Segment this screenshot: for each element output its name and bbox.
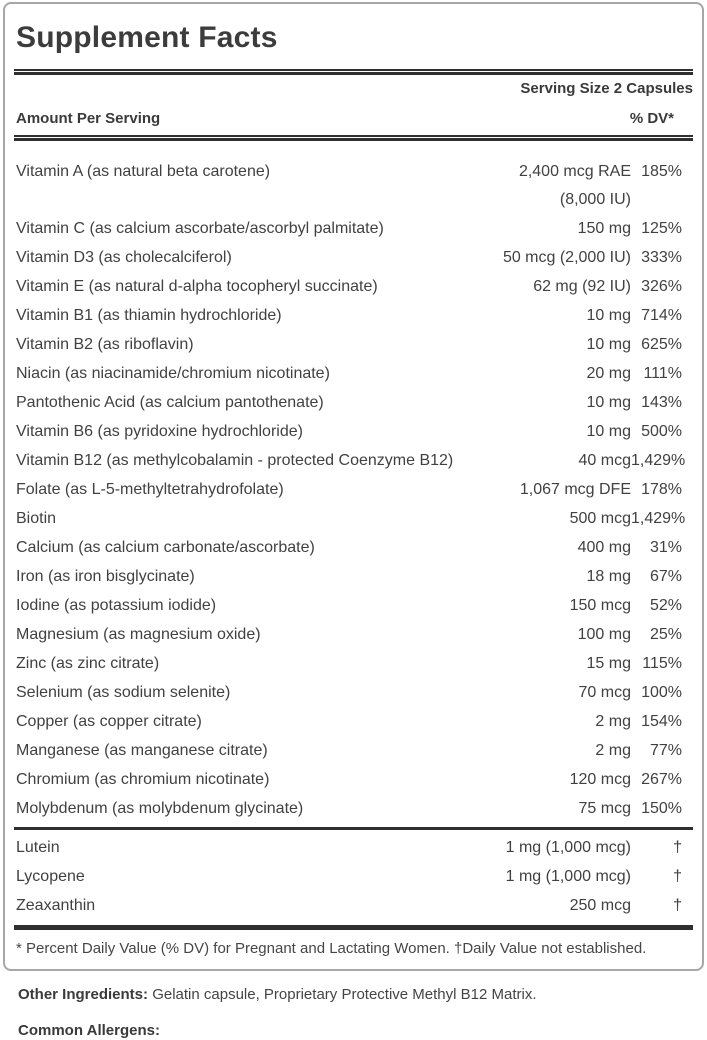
nutrient-dv: 77% — [649, 742, 682, 759]
nutrient-row — [14, 591, 693, 620]
amount-line: 75 mcg — [578, 800, 631, 817]
nutrient-amount — [587, 566, 631, 587]
nutrient-amount — [587, 334, 631, 355]
nutrient-amount — [519, 161, 631, 210]
amount-line: 2 mg — [595, 713, 631, 730]
nutrient-dv: 1,429% — [631, 452, 686, 469]
nutrient-name: Zinc (as zinc citrate) — [16, 655, 160, 672]
nutrient-name: Selenium (as sodium selenite) — [16, 684, 231, 701]
nutrient-name: Vitamin B6 (as pyridoxine hydrochloride) — [16, 423, 303, 440]
nutrient-dv: 100% — [641, 684, 682, 701]
nutrient-name: Zeaxanthin — [16, 897, 96, 914]
nutrient-row — [14, 533, 693, 562]
amount-line: 1 mg (1,000 mcg) — [505, 868, 631, 885]
nutrient-name: Copper (as copper citrate) — [16, 713, 202, 730]
nutrient-amount — [587, 392, 631, 413]
panel-title: Supplement Facts — [16, 21, 278, 54]
amount-line: 150 mg — [577, 220, 631, 237]
nutrient-amount — [587, 653, 631, 674]
dv-footnote: * Percent Daily Value (% DV) for Pregnant and Lactating Women. †Daily Value not established. — [16, 940, 647, 957]
amount-line: 10 mg — [586, 307, 631, 324]
amount-line: 120 mcg — [569, 771, 631, 788]
nutrient-amount — [579, 798, 631, 819]
nutrient-dv: 178% — [641, 481, 682, 498]
nutrient-amount — [579, 682, 631, 703]
amount-line: 40 mcg — [578, 452, 631, 469]
supplement-facts-panel — [3, 2, 704, 971]
nutrient-dv: 326% — [641, 278, 682, 295]
amount-line: 18 mg — [586, 568, 631, 585]
nutrient-name: Vitamin E (as natural d-alpha tocopheryl succinate) — [16, 278, 378, 295]
nutrient-amount — [578, 218, 631, 239]
nutrient-row — [14, 243, 693, 272]
nutrient-amount — [595, 740, 631, 761]
amount-line: 400 mg — [577, 539, 631, 556]
nutrient-dv: 154% — [641, 713, 682, 730]
nutrient-amount — [570, 895, 631, 916]
nutrient-row — [14, 736, 693, 765]
nutrient-name: Molybdenum (as molybdenum glycinate) — [16, 800, 304, 817]
other-ingredients-label: Other Ingredients: — [18, 986, 149, 1003]
nutrient-name: Magnesium (as magnesium oxide) — [16, 626, 261, 643]
nutrient-amount — [570, 508, 631, 529]
nutrient-row — [14, 475, 693, 504]
amount-line: 100 mg — [577, 626, 631, 643]
nutrient-dv: 333% — [641, 249, 682, 266]
nutrient-amount — [578, 624, 631, 645]
nutrient-name: Vitamin D3 (as cholecalciferol) — [16, 249, 232, 266]
nutrient-name: Calcium (as calcium carbonate/ascorbate) — [16, 539, 315, 556]
serving-size: Serving Size 2 Capsules — [520, 80, 693, 97]
other-ingredients-text: Gelatin capsule, Proprietary Protective Methyl B12 Matrix. — [152, 986, 537, 1003]
nutrient-dv: 52% — [649, 597, 682, 614]
nutrient-amount — [533, 276, 631, 297]
nutrient-row — [14, 388, 693, 417]
nutrient-row — [14, 330, 693, 359]
nutrient-amount — [570, 769, 631, 790]
nutrient-dv: 625% — [641, 336, 682, 353]
nutrient-dv: 125% — [641, 220, 682, 237]
nutrient-name: Pantothenic Acid (as calcium pantothenate) — [16, 394, 324, 411]
nutrient-amount — [587, 305, 631, 326]
nutrient-dv: † — [673, 868, 682, 885]
nutrient-name: Lycopene — [16, 868, 85, 885]
carotenoid-rows — [14, 833, 693, 920]
nutrient-name: Vitamin B2 (as riboflavin) — [16, 336, 194, 353]
nutrient-row — [14, 214, 693, 243]
nutrient-row — [14, 862, 693, 891]
nutrient-row — [14, 446, 693, 475]
nutrient-amount — [506, 866, 631, 887]
amount-line: 10 mg — [586, 336, 631, 353]
amount-line: 2 mg — [595, 742, 631, 759]
nutrient-row — [14, 765, 693, 794]
amount-line-2: (8,000 IU) — [559, 191, 631, 208]
amount-line: 1 mg (1,000 mcg) — [505, 839, 631, 856]
below-panel-text — [18, 985, 695, 1040]
nutrient-row — [14, 649, 693, 678]
nutrient-row — [14, 707, 693, 736]
nutrient-amount — [587, 421, 631, 442]
nutrient-dv: 267% — [641, 771, 682, 788]
nutrient-amount — [506, 837, 631, 858]
nutrient-name: Vitamin B1 (as thiamin hydrochloride) — [16, 307, 282, 324]
nutrient-amount — [503, 247, 631, 268]
nutrient-row — [14, 620, 693, 649]
nutrient-amount — [587, 363, 631, 384]
nutrient-dv: † — [673, 897, 682, 914]
nutrient-row — [14, 678, 693, 707]
amount-line: 15 mg — [586, 655, 631, 672]
amount-line: 2,400 mcg RAE — [518, 163, 631, 180]
amount-line: 10 mg — [586, 423, 631, 440]
amount-line: 150 mcg — [569, 597, 631, 614]
nutrient-name: Manganese (as manganese citrate) — [16, 742, 268, 759]
nutrient-dv: 67% — [649, 568, 682, 585]
nutrient-amount — [570, 595, 631, 616]
nutrient-dv: 111% — [643, 365, 682, 382]
nutrient-row — [14, 891, 693, 920]
nutrient-name: Iron (as iron bisglycinate) — [16, 568, 195, 585]
nutrient-dv: 500% — [641, 423, 682, 440]
nutrient-name: Biotin — [16, 510, 57, 527]
nutrient-row — [14, 794, 693, 823]
nutrient-row — [14, 359, 693, 388]
amount-per-serving-header: Amount Per Serving — [16, 110, 161, 127]
amount-line: 20 mg — [586, 365, 631, 382]
nutrient-name: Vitamin B12 (as methylcobalamin - protected Coenzyme B12) — [16, 452, 454, 469]
nutrient-row — [14, 301, 693, 330]
nutrient-rows — [14, 157, 693, 823]
nutrient-name: Iodine (as potassium iodide) — [16, 597, 217, 614]
nutrient-dv: 143% — [641, 394, 682, 411]
nutrient-name: Chromium (as chromium nicotinate) — [16, 771, 270, 788]
nutrient-row — [14, 417, 693, 446]
amount-line: 62 mg (92 IU) — [533, 278, 631, 295]
amount-line: 70 mcg — [578, 684, 631, 701]
common-allergens-label: Common Allergens: — [18, 1022, 160, 1039]
nutrient-dv: 185% — [641, 163, 682, 180]
nutrient-dv: 115% — [642, 655, 682, 672]
nutrient-dv: 1,429% — [631, 510, 686, 527]
divider-under-title — [14, 69, 693, 75]
amount-line: 1,067 mcg DFE — [519, 481, 631, 498]
nutrient-amount — [595, 711, 631, 732]
nutrient-amount — [520, 479, 631, 500]
nutrient-dv: 714% — [641, 307, 682, 324]
nutrient-row — [14, 157, 693, 214]
column-headers — [14, 110, 693, 128]
nutrient-dv: † — [673, 839, 682, 856]
nutrient-dv: 31% — [649, 539, 682, 556]
nutrient-amount — [579, 450, 631, 471]
nutrient-row — [14, 272, 693, 301]
divider-under-headers — [14, 135, 693, 141]
divider-before-carotenoids — [14, 827, 693, 830]
amount-line: 500 mcg — [569, 510, 631, 527]
nutrient-name: Niacin (as niacinamide/chromium nicotinate) — [16, 365, 330, 382]
nutrient-row — [14, 504, 693, 533]
amount-line: 10 mg — [586, 394, 631, 411]
amount-line: 50 mcg (2,000 IU) — [502, 249, 631, 266]
amount-line: 250 mcg — [569, 897, 631, 914]
nutrient-name: Vitamin C (as calcium ascorbate/ascorbyl palmitate) — [16, 220, 384, 237]
nutrient-amount — [578, 537, 631, 558]
nutrient-row — [14, 833, 693, 862]
nutrient-name: Vitamin A (as natural beta carotene) — [16, 163, 271, 180]
percent-dv-header: % DV* — [629, 110, 674, 127]
nutrient-row — [14, 562, 693, 591]
other-ingredients — [18, 985, 695, 1004]
nutrient-name: Lutein — [16, 839, 60, 856]
nutrient-dv: 25% — [649, 626, 682, 643]
divider-before-footnote — [14, 925, 693, 930]
nutrient-name: Folate (as L-5-methyltetrahydrofolate) — [16, 481, 284, 498]
nutrient-dv: 150% — [641, 800, 682, 817]
